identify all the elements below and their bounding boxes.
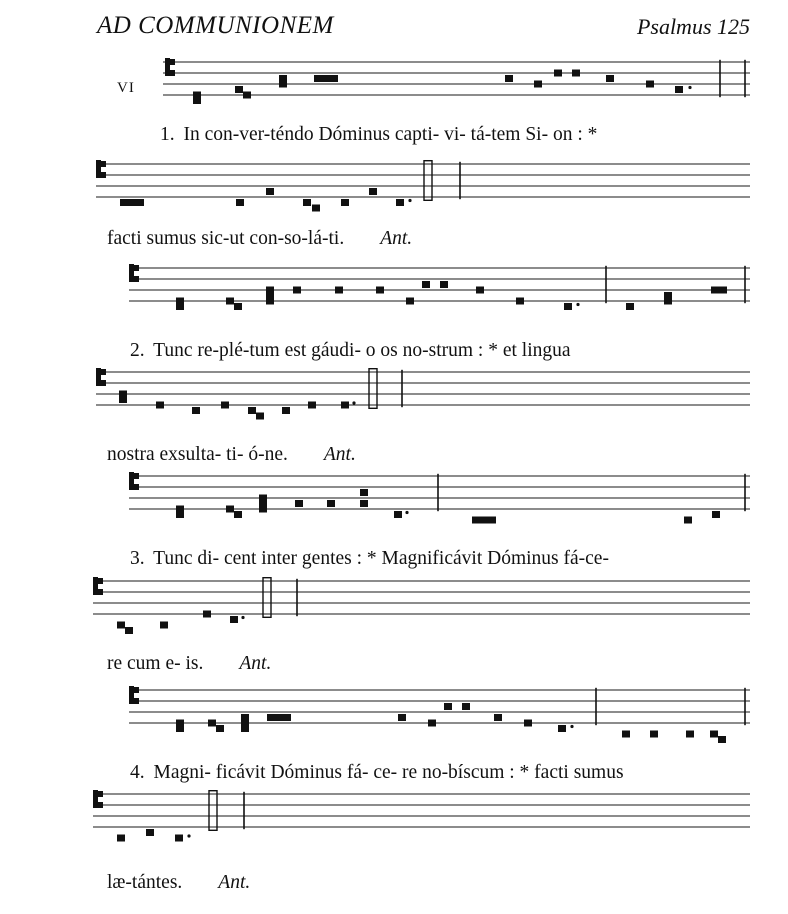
neume-note [675,86,683,93]
neume-note [330,75,338,82]
verse-3-line-1 [130,548,609,570]
neume-note [235,86,243,93]
c-clef-icon [101,172,106,178]
neume-note [226,298,234,305]
neume-note [480,517,488,524]
c-clef-icon [134,473,139,479]
ant-label: Ant. [323,444,356,465]
neume-note [176,511,184,518]
neume-note [646,81,654,88]
neume-note [216,725,224,732]
neume-note [293,287,301,294]
verse-2-line-2 [107,444,356,466]
double-bar [369,369,377,409]
neume-note [208,720,216,727]
verse-number: 1. [160,124,175,145]
neume-note [226,506,234,513]
ant-label: Ant. [218,872,251,893]
neume-note [505,75,513,82]
c-clef-icon [96,368,101,386]
neume-note [176,303,184,310]
neume-note [626,303,634,310]
neume-note [119,396,127,403]
neume-note [295,500,303,507]
c-clef-icon [134,276,139,282]
neume-note [282,407,290,414]
verse-1-line-2 [107,228,412,250]
neume-note [440,281,448,288]
verse-text: Tunc re-plé-tum est gáudi- o os no-strum : * et lingua [153,340,571,361]
section-title: AD COMMUNIONEM [97,12,334,39]
neume-note [221,402,229,409]
neume-note [117,622,125,629]
neume-note [241,725,249,732]
neume-note [341,199,349,206]
neume-note [156,402,164,409]
verse-3-line-2 [107,653,271,675]
verse-text: facti sumus sic-ut con-so-lá-ti. [107,228,345,249]
neume-note [360,500,368,507]
ant-label: Ant. [239,653,272,674]
neume-note [203,611,211,618]
neume-note [192,407,200,414]
neume-note [128,199,136,206]
neume-note [266,188,274,195]
neume-note [120,199,128,206]
neume-note [686,731,694,738]
neume-note [283,714,291,721]
neume-note [524,720,532,727]
mora-dot [688,86,691,89]
neume-note [684,517,692,524]
neume-note [256,413,264,420]
neume-note [396,199,404,206]
neume-note [193,92,201,99]
c-clef-icon [165,58,170,76]
neume-note [710,731,718,738]
neume-note [308,402,316,409]
neume-note [712,511,720,518]
mode-label: VI [117,80,135,96]
neume-note [572,70,580,77]
neume-note [243,92,251,99]
verse-4-line-1 [130,762,624,784]
neume-note [327,500,335,507]
mora-dot [352,401,355,404]
mora-dot [576,303,579,306]
verse-number: 3. [130,548,145,569]
neume-note [462,703,470,710]
neume-note [711,287,719,294]
neume-note [360,489,368,496]
c-clef-icon [170,70,175,76]
neume-note [606,75,614,82]
c-clef-icon [93,790,98,808]
neume-note [234,511,242,518]
neume-note [422,281,430,288]
neume-note [160,622,168,629]
neume-note [259,506,267,513]
mora-dot [408,199,411,202]
verse-2-line-1 [130,340,571,362]
mora-dot [405,511,408,514]
verse-text: Tunc di- cent inter gentes : * Magnificávit Dóminus fá-ce- [153,548,609,569]
neume-note [534,81,542,88]
mora-dot [187,834,190,837]
verse-text: læ-tántes. [107,872,183,893]
verse-number: 2. [130,340,145,361]
verse-text: Magni- ficávit Dóminus fá- ce- re no-bíscum : * facti sumus [153,762,624,783]
neume-note [266,298,274,305]
neume-note [279,81,287,88]
c-clef-icon [101,380,106,386]
verse-text: In con-ver-téndo Dóminus capti- vi- tá-tem Si- on : * [183,124,598,145]
mora-dot [570,725,573,728]
mora-dot [241,616,244,619]
neume-note [312,205,320,212]
c-clef-icon [134,687,139,693]
neume-note [176,725,184,732]
neume-note [444,703,452,710]
ant-label: Ant. [380,228,413,249]
neume-note [335,287,343,294]
neume-note [664,292,672,299]
c-clef-icon [134,265,139,271]
double-bar [209,791,217,831]
neume-note [125,627,133,634]
neume-note [398,714,406,721]
c-clef-icon [98,802,103,808]
neume-note [275,714,283,721]
neume-note [369,188,377,195]
verse-text: re cum e- is. [107,653,204,674]
neume-note [136,199,144,206]
c-clef-icon [129,686,134,704]
neume-note [719,287,727,294]
neume-note [146,829,154,836]
c-clef-icon [98,589,103,595]
neume-note [472,517,480,524]
c-clef-icon [129,264,134,282]
c-clef-icon [101,369,106,375]
verse-4-line-2 [107,872,250,894]
c-clef-icon [134,698,139,704]
verse-1-line-1 [160,124,597,146]
neume-note [718,736,726,743]
c-clef-icon [129,472,134,490]
c-clef-icon [96,160,101,178]
neume-note [488,517,496,524]
neume-note [494,714,502,721]
psalm-reference: Psalmus 125 [636,14,750,39]
neume-note [406,298,414,305]
neume-note [554,70,562,77]
neume-note [650,731,658,738]
neume-note [117,835,125,842]
neume-note [622,731,630,738]
c-clef-icon [93,577,98,595]
verse-text: nostra exsulta- ti- ó-ne. [107,444,288,465]
neume-note [234,303,242,310]
c-clef-icon [101,161,106,167]
neume-note [175,835,183,842]
double-bar [424,161,432,201]
neume-note [564,303,572,310]
neume-note [236,199,244,206]
neume-note [558,725,566,732]
neume-note [394,511,402,518]
double-bar [263,578,271,618]
neume-note [516,298,524,305]
c-clef-icon [134,484,139,490]
neume-note [267,714,275,721]
c-clef-icon [98,791,103,797]
neume-note [376,287,384,294]
c-clef-icon [170,59,175,65]
neume-note [230,616,238,623]
neume-note [341,402,349,409]
neume-note [314,75,322,82]
neume-note [428,720,436,727]
neume-note [248,407,256,414]
c-clef-icon [98,578,103,584]
verse-number: 4. [130,762,145,783]
neume-note [322,75,330,82]
neume-note [476,287,484,294]
neume-note [303,199,311,206]
